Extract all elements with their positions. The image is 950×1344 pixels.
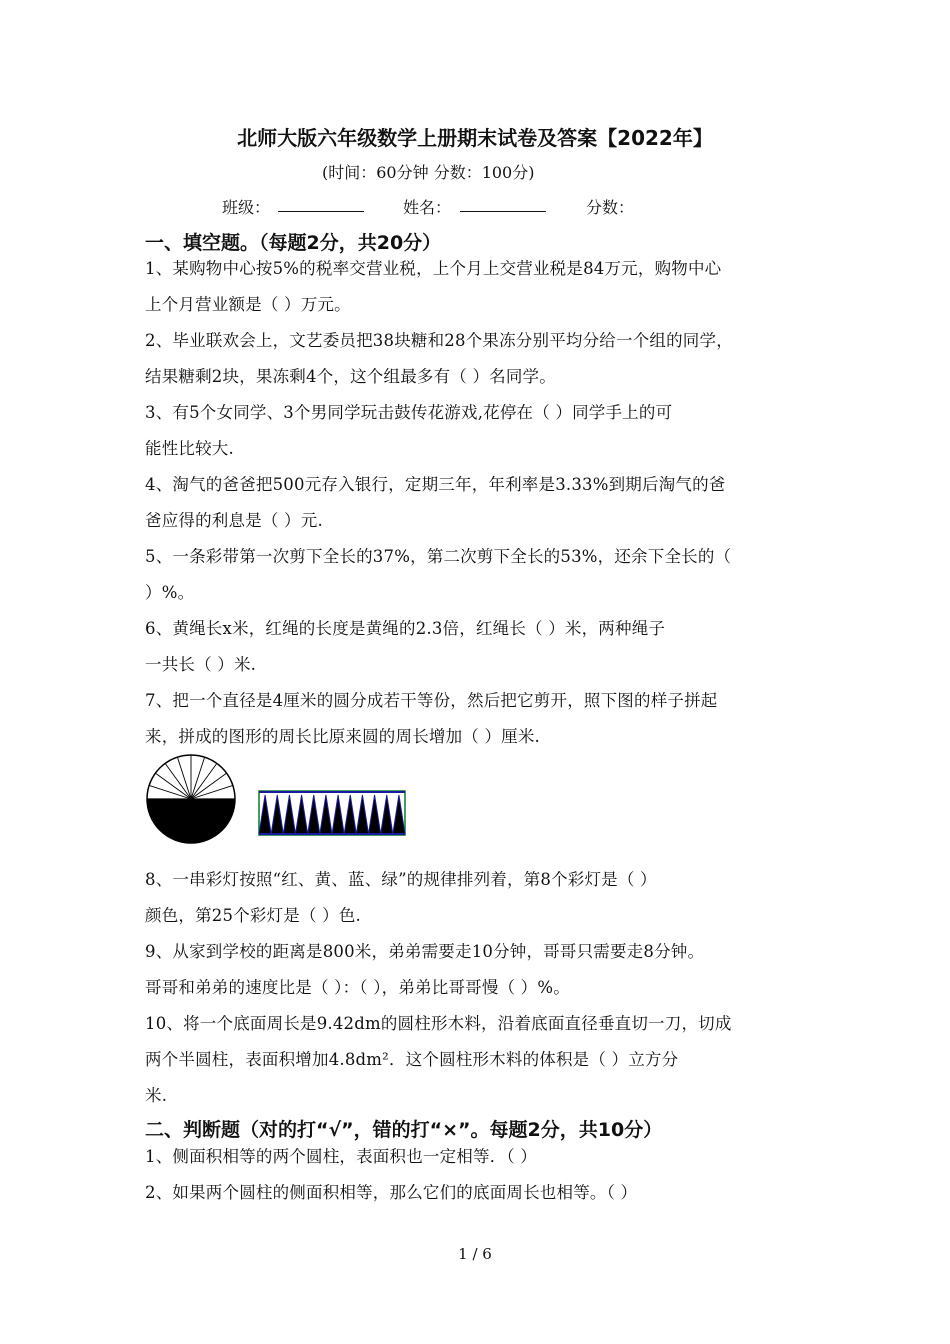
score-label: 分数： bbox=[586, 198, 635, 217]
rearranged-strip-figure bbox=[258, 789, 406, 837]
question-line: 8、一串彩灯按照“红、黄、蓝、绿”的规律排列着，第8个彩灯是（ ） bbox=[145, 870, 657, 889]
page-number: 1 / 6 bbox=[458, 1245, 492, 1263]
question-line: 6、黄绳长x米，红绳的长度是黄绳的2.3倍，红绳长（ ）米，两种绳子 bbox=[145, 619, 666, 638]
question-line: 5、一条彩带第一次剪下全长的37%，第二次剪下全长的53%，还余下全长的（ bbox=[145, 547, 732, 566]
sector-spoke bbox=[155, 773, 191, 799]
question-line: 9、从家到学校的距离是800米，弟弟需要走10分钟，哥哥只需要走8分钟。 bbox=[145, 942, 705, 961]
sector-spoke bbox=[149, 785, 191, 799]
section-heading-fill-blank: 一、填空题。（每题2分，共20分） bbox=[145, 232, 442, 254]
section-heading-true-false: 二、判断题（对的打“√”，错的打“×”。每题2分，共10分） bbox=[145, 1119, 663, 1141]
question-line: 上个月营业额是（ ）万元。 bbox=[145, 295, 351, 314]
question-line: ）%。 bbox=[145, 583, 195, 602]
question-line: 颜色，第25个彩灯是（ ）色. bbox=[145, 906, 361, 925]
sector-spoke bbox=[165, 763, 191, 799]
question-line: 3、有5个女同学、3个男同学玩击鼓传花游戏,花停在（ ）同学手上的可 bbox=[145, 403, 673, 422]
question-line: 4、淘气的爸爸把500元存入银行，定期三年，年利率是3.33%到期后淘气的爸 bbox=[145, 475, 726, 494]
question-line: 哥哥和弟弟的速度比是（ ）：（ ），弟弟比哥哥慢（ ）%。 bbox=[145, 978, 570, 997]
sector-spoke bbox=[191, 757, 205, 799]
question-line: 2、如果两个圆柱的侧面积相等，那么它们的底面周长也相等。（ ） bbox=[145, 1183, 638, 1202]
question-line: 结果糖剩2块，果冻剩4个，这个组最多有（ ）名同学。 bbox=[145, 367, 556, 386]
question-line: 7、把一个直径是4厘米的圆分成若干等份，然后把它剪开，照下图的样子拼起 bbox=[145, 691, 718, 710]
name-label: 姓名： bbox=[403, 198, 452, 217]
question-line: 两个半圆柱，表面积增加4.8dm²．这个圆柱形木料的体积是（ ）立方分 bbox=[145, 1050, 679, 1069]
question-line: 爸应得的利息是（ ）元. bbox=[145, 511, 323, 530]
question-line: 1、侧面积相等的两个圆柱，表面积也一定相等．（ ） bbox=[145, 1147, 537, 1166]
question-line: 10、将一个底面周长是9.42dm的圆柱形木料，沿着底面直径垂直切一刀，切成 bbox=[145, 1014, 732, 1033]
question-line: 1、某购物中心按5%的税率交营业税，上个月上交营业税是84万元，购物中心 bbox=[145, 259, 722, 278]
exam-time-score: (时间：60分钟 分数：100分) bbox=[322, 163, 535, 182]
sector-spoke bbox=[191, 763, 217, 799]
circle-sectors-figure bbox=[145, 753, 237, 845]
name-blank[interactable] bbox=[460, 197, 546, 212]
question-line: 能性比较大. bbox=[145, 439, 234, 458]
sector-spoke bbox=[191, 785, 233, 799]
sector-spoke bbox=[191, 773, 227, 799]
page-title: 北师大版六年级数学上册期末试卷及答案【2022年】 bbox=[237, 126, 713, 150]
class-label: 班级： bbox=[222, 198, 271, 217]
class-blank[interactable] bbox=[278, 197, 364, 212]
sector-spoke bbox=[177, 757, 191, 799]
question-line: 一共长（ ）米. bbox=[145, 655, 257, 674]
question-line: 来，拼成的图形的周长比原来圆的周长增加（ ）厘米. bbox=[145, 727, 540, 746]
question-line: 米. bbox=[145, 1086, 168, 1105]
question-line: 2、毕业联欢会上，文艺委员把38块糖和28个果冻分别平均分给一个组的同学， bbox=[145, 331, 733, 350]
